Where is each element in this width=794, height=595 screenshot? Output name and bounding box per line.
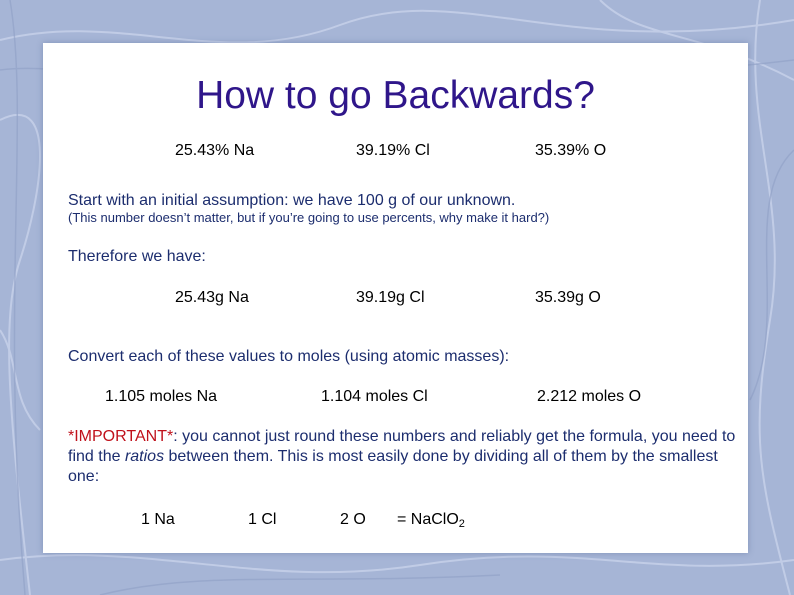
grams-o: 35.39g O [535,289,601,306]
important-text-start: : you cannot just round these numbers and reliably get the formula, you need to find the [68,428,736,465]
important-paragraph [68,427,738,487]
percent-na: 25.43% Na [175,142,255,159]
ratios-emphasis: ratios [124,448,165,465]
slide-panel [43,43,748,553]
therefore-text: Therefore we have: [68,248,206,265]
convert-text: Convert each of these values to moles (using atomic masses): [68,348,510,365]
formula-result [397,510,465,529]
assumption-note: (This number doesn’t matter, but if you’re going to use percents, why make it hard?) [68,210,550,225]
grams-na: 25.43g Na [175,289,249,306]
percent-o: 35.39% O [535,142,607,159]
moles-cl: 1.104 moles Cl [321,388,428,405]
formula-subscript: 2 [458,518,465,530]
grams-cl: 39.19g Cl [356,289,425,306]
formula-text: = NaClO [397,511,459,528]
ratio-na: 1 Na [141,511,175,528]
ratio-cl: 1 Cl [248,511,277,528]
important-label: *IMPORTANT* [68,428,174,445]
ratio-o: 2 O [340,511,366,528]
percent-cl: 39.19% Cl [356,142,430,159]
moles-o: 2.212 moles O [537,388,642,405]
slide-title: How to go Backwards? [196,74,595,117]
assumption-text: Start with an initial assumption: we have 100 g of our unknown. [68,192,516,209]
moles-na: 1.105 moles Na [105,388,218,405]
important-text-end: between them. This is most easily done by dividing all of them by the smallest one: [68,448,718,485]
